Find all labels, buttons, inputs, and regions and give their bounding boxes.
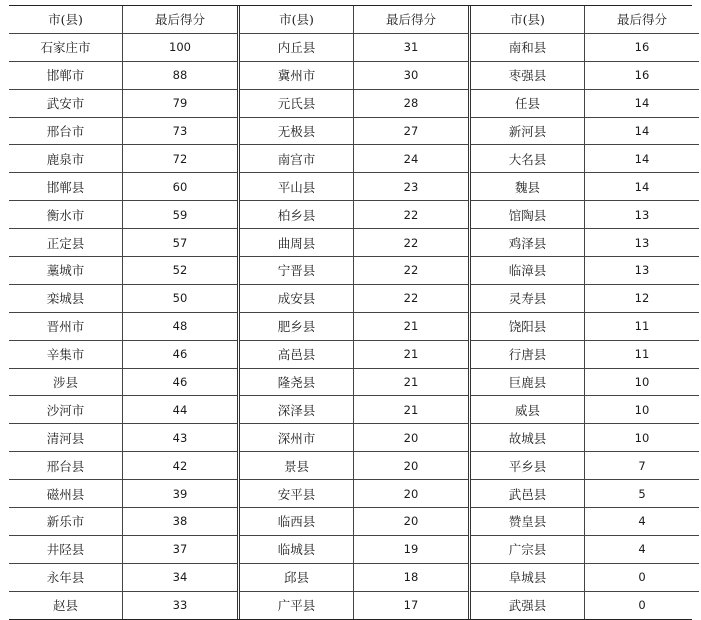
final-score-cell: 0 [638,598,646,613]
final-score-cell: 16 [585,61,700,89]
final-score-cell: 14 [585,145,700,173]
final-score-cell: 28 [354,89,470,117]
city-county-cell: 栾城县 [9,284,123,312]
final-score-cell: 12 [585,284,700,312]
final-score-cell: 16 [585,33,700,61]
final-score-cell: 21 [354,396,470,424]
final-score-cell: 52 [123,257,239,285]
city-county-cell: 饶阳县 [470,312,585,340]
header-row [9,6,699,33]
final-score-cell: 27 [354,117,470,145]
city-county-cell: 平乡县 [470,452,585,480]
city-county-cell: 武邑县 [470,480,585,508]
city-county-cell: 景县 [239,452,354,480]
final-score-cell: 79 [123,89,239,117]
city-county-cell: 衡水市 [9,201,123,229]
final-score-cell: 14 [585,89,700,117]
city-county-cell: 南宫市 [239,145,354,173]
final-score-cell: 20 [354,452,470,480]
city-county-cell: 石家庄市 [9,33,123,61]
final-score-cell: 11 [585,340,700,368]
city-county-cell: 柏乡县 [239,201,354,229]
table-row [9,312,699,340]
final-score-cell: 7 [585,452,700,480]
city-county-cell: 临漳县 [470,257,585,285]
final-score-cell: 88 [123,61,239,89]
city-county-cell: 邱县 [239,563,354,591]
final-score-cell: 50 [123,284,239,312]
header-city-county-3: 市(县) [470,6,585,33]
city-county-cell: 辛集市 [9,340,123,368]
final-score-cell: 48 [123,312,239,340]
table-row [9,145,699,173]
city-county-cell: 鹿泉市 [9,145,123,173]
final-score-cell: 100 [123,33,239,61]
city-county-cell: 广宗县 [470,535,585,563]
final-score-cell: 22 [354,229,470,257]
final-score-cell: 38 [123,508,239,536]
city-county-cell: 故城县 [470,424,585,452]
table-row [9,229,699,257]
header-final-score-2: 最后得分 [354,6,470,33]
final-score-cell: 37 [123,535,239,563]
city-county-cell: 广平县 [239,591,354,618]
city-county-cell: 涉县 [9,368,123,396]
final-score-cell: 21 [354,368,470,396]
final-score-cell: 42 [123,452,239,480]
table-row [9,257,699,285]
header-city-county-2: 市(县) [239,6,354,33]
city-county-cell: 馆陶县 [470,201,585,229]
city-county-cell: 肥乡县 [239,312,354,340]
final-score-cell: 59 [123,201,239,229]
table-row [9,284,699,312]
final-score-cell: 46 [123,340,239,368]
city-county-cell: 新乐市 [9,508,123,536]
table-row [9,117,699,145]
score-table [9,6,699,619]
table-row [9,508,699,536]
city-county-cell: 武强县 [470,591,585,618]
city-county-cell: 灵寿县 [470,284,585,312]
city-county-cell: 邯郸县 [9,173,123,201]
city-county-cell: 赞皇县 [470,508,585,536]
city-county-cell: 威县 [470,396,585,424]
final-score-cell: 60 [123,173,239,201]
final-score-cell: 23 [354,173,470,201]
final-score-cell: 13 [585,257,700,285]
final-score-cell: 4 [585,535,700,563]
city-county-cell: 内丘县 [239,33,354,61]
table-row [9,33,699,61]
city-county-cell: 宁晋县 [239,257,354,285]
final-score-cell: 4 [585,508,700,536]
table-row [9,535,699,563]
table-row [9,452,699,480]
city-county-cell: 赵县 [9,591,123,618]
city-county-cell: 任县 [470,89,585,117]
table-row [9,89,699,117]
final-score-cell: 30 [354,61,470,89]
city-county-cell: 武安市 [9,89,123,117]
final-score-cell: 20 [354,424,470,452]
final-score-cell: 20 [354,480,470,508]
city-county-cell: 隆尧县 [239,368,354,396]
city-county-cell: 晋州市 [9,312,123,340]
final-score-cell: 5 [585,480,700,508]
final-score-cell: 14 [585,173,700,201]
city-county-cell: 安平县 [239,480,354,508]
city-county-cell: 枣强县 [470,61,585,89]
final-score-cell: 17 [354,591,470,618]
city-county-cell: 邢台县 [9,452,123,480]
city-county-cell: 魏县 [470,173,585,201]
city-county-cell: 深泽县 [239,396,354,424]
city-county-cell: 大名县 [470,145,585,173]
city-county-cell: 行唐县 [470,340,585,368]
city-county-cell: 邢台市 [9,117,123,145]
city-county-cell: 平山县 [239,173,354,201]
table-row [9,480,699,508]
city-county-cell: 成安县 [239,284,354,312]
score-table-container [9,5,692,620]
final-score-cell: 14 [585,117,700,145]
final-score-cell: 34 [123,563,239,591]
final-score-cell: 33 [123,591,239,618]
final-score-cell: 72 [123,145,239,173]
final-score-cell: 43 [123,424,239,452]
table-row [9,424,699,452]
table-row [9,201,699,229]
final-score-cell: 73 [123,117,239,145]
final-score-cell: 21 [354,340,470,368]
city-county-cell: 元氏县 [239,89,354,117]
table-row [9,340,699,368]
city-county-cell: 沙河市 [9,396,123,424]
table-row [9,61,699,89]
city-county-cell: 井陉县 [9,535,123,563]
city-county-cell: 冀州市 [239,61,354,89]
final-score-cell: 31 [354,33,470,61]
city-county-cell: 鸡泽县 [470,229,585,257]
final-score-cell: 22 [354,284,470,312]
final-score-cell: 57 [123,229,239,257]
final-score-cell: 24 [354,145,470,173]
final-score-cell: 21 [354,312,470,340]
final-score-cell: 22 [354,201,470,229]
final-score-cell: 46 [123,368,239,396]
city-county-cell: 藁城市 [9,257,123,285]
final-score-cell: 10 [585,424,700,452]
header-city-county-1: 市(县) [9,6,123,33]
final-score-cell: 13 [585,229,700,257]
table-row [9,173,699,201]
city-county-cell: 阜城县 [470,563,585,591]
final-score-cell: 0 [585,563,700,591]
final-score-cell: 13 [585,201,700,229]
table-body [9,33,699,618]
city-county-cell: 永年县 [9,563,123,591]
final-score-cell: 20 [354,508,470,536]
table-row [9,563,699,591]
city-county-cell: 邯郸市 [9,61,123,89]
city-county-cell: 南和县 [470,33,585,61]
final-score-cell: 18 [354,563,470,591]
city-county-cell: 曲周县 [239,229,354,257]
final-score-cell: 44 [123,396,239,424]
final-score-cell: 22 [354,257,470,285]
city-county-cell: 清河县 [9,424,123,452]
city-county-cell: 高邑县 [239,340,354,368]
city-county-cell: 磁州县 [9,480,123,508]
city-county-cell: 正定县 [9,229,123,257]
city-county-cell: 临西县 [239,508,354,536]
city-county-cell: 临城县 [239,535,354,563]
final-score-cell: 10 [585,368,700,396]
table-row [9,591,699,618]
city-county-cell: 无极县 [239,117,354,145]
final-score-cell: 11 [585,312,700,340]
header-final-score-3: 最后得分 [585,6,700,33]
header-final-score-1: 最后得分 [123,6,239,33]
final-score-cell: 19 [354,535,470,563]
city-county-cell: 深州市 [239,424,354,452]
table-row [9,368,699,396]
final-score-cell: 39 [123,480,239,508]
city-county-cell: 新河县 [470,117,585,145]
table-row [9,396,699,424]
city-county-cell: 巨鹿县 [470,368,585,396]
final-score-cell: 10 [585,396,700,424]
